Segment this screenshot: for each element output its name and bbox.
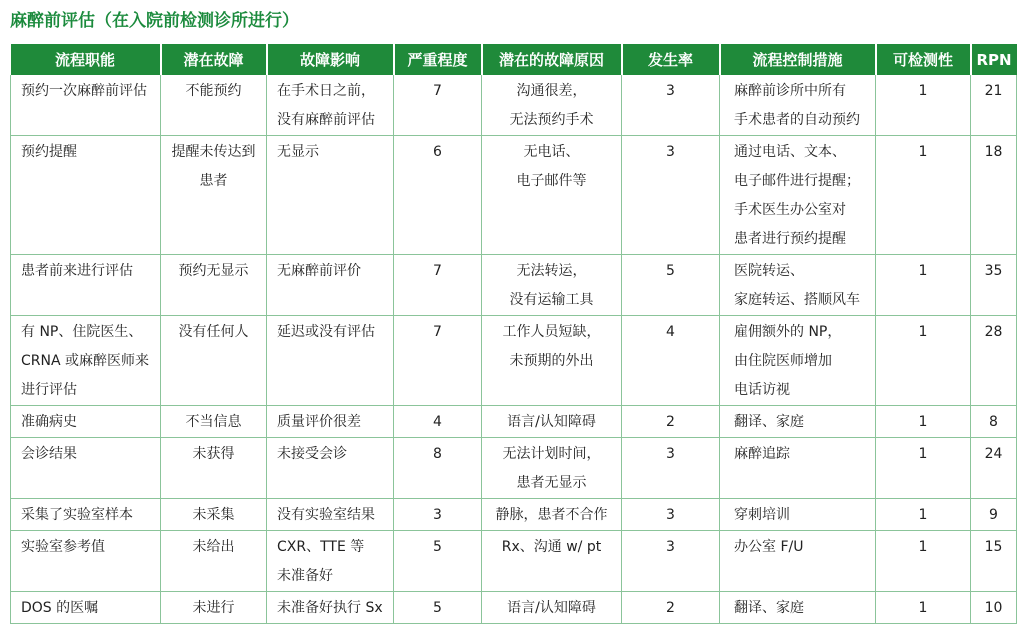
cell-line: 未准备好执行 Sx (277, 600, 383, 616)
header-process-control: 流程控制措施 (720, 44, 876, 75)
cell-line: 准确病史 (21, 414, 77, 430)
cell-potential-failure (161, 592, 267, 624)
cell-occurrence: 2 (622, 592, 720, 624)
header-rpn: RPN (971, 44, 1017, 75)
cell-line: 语言/认知障碍 (507, 600, 596, 616)
cell-rpn: 35 (971, 255, 1017, 316)
cell-line: 雇佣额外的 NP， (734, 324, 842, 340)
cell-line: 未获得 (192, 446, 235, 462)
table-row (11, 438, 1017, 499)
cell-process-control (720, 592, 876, 624)
cell-line: 无电话、 (523, 144, 580, 160)
header-process-function: 流程职能 (11, 44, 161, 75)
cell-line: 穿刺培训 (734, 507, 790, 523)
cell-failure-effect (267, 438, 394, 499)
cell-failure-effect (267, 592, 394, 624)
cell-line: 实验室参考值 (21, 539, 105, 555)
cell-line: 麻醉前诊所中所有 (734, 83, 846, 99)
cell-failure-effect (267, 75, 394, 136)
table-row (11, 255, 1017, 316)
cell-potential-failure (161, 406, 267, 438)
cell-line: 手术医生办公室对 (734, 202, 846, 218)
cell-failure-effect (267, 316, 394, 406)
cell-line: 采集了实验室样本 (21, 507, 133, 523)
cell-process-function (11, 136, 161, 255)
cell-process-function (11, 255, 161, 316)
cell-failure-cause (482, 499, 622, 531)
cell-occurrence: 5 (622, 255, 720, 316)
cell-line: 静脉，患者不合作 (495, 507, 608, 523)
cell-line: DOS 的医嘱 (21, 600, 99, 616)
cell-process-function (11, 316, 161, 406)
cell-line: 工作人员短缺， (502, 324, 601, 340)
cell-line: 未准备好 (277, 568, 333, 584)
cell-line: 不能预约 (185, 83, 242, 99)
cell-line: 没有运输工具 (509, 292, 594, 308)
cell-detectability: 1 (876, 531, 971, 592)
cell-process-function (11, 531, 161, 592)
cell-severity: 8 (394, 438, 482, 499)
cell-line: 不当信息 (185, 414, 242, 430)
cell-line: 家庭转运、搭顺风车 (734, 292, 860, 308)
cell-occurrence: 3 (622, 136, 720, 255)
cell-process-function (11, 499, 161, 531)
cell-occurrence: 2 (622, 406, 720, 438)
cell-failure-effect (267, 499, 394, 531)
cell-occurrence: 3 (622, 438, 720, 499)
cell-line: 电话访视 (734, 382, 790, 398)
cell-rpn: 15 (971, 531, 1017, 592)
cell-failure-cause (482, 592, 622, 624)
cell-failure-cause (482, 438, 622, 499)
cell-line: 未进行 (192, 600, 235, 616)
cell-line: 麻醉追踪 (734, 446, 790, 462)
cell-detectability: 1 (876, 406, 971, 438)
cell-line: 无法计划时间， (502, 446, 601, 462)
cell-detectability: 1 (876, 255, 971, 316)
cell-failure-cause (482, 136, 622, 255)
header-failure-cause: 潜在的故障原因 (482, 44, 622, 75)
cell-line: 翻译、家庭 (734, 600, 804, 616)
cell-process-control (720, 136, 876, 255)
cell-potential-failure (161, 136, 267, 255)
cell-line: 电子邮件等 (516, 173, 587, 189)
cell-potential-failure (161, 499, 267, 531)
cell-failure-effect (267, 531, 394, 592)
cell-line: 未给出 (192, 539, 235, 555)
cell-line: 未预期的外出 (509, 353, 594, 369)
cell-line: 预约无显示 (178, 263, 249, 279)
cell-severity: 4 (394, 406, 482, 438)
cell-line: 提醒未传达到 (171, 144, 256, 160)
cell-line: 无显示 (277, 144, 319, 160)
cell-line: 会诊结果 (21, 446, 77, 462)
cell-severity: 7 (394, 255, 482, 316)
table-row (11, 499, 1017, 531)
table-row (11, 316, 1017, 406)
cell-severity: 7 (394, 316, 482, 406)
cell-failure-cause (482, 531, 622, 592)
cell-failure-cause (482, 406, 622, 438)
cell-detectability: 1 (876, 592, 971, 624)
cell-line: 预约提醒 (21, 144, 77, 160)
cell-line: 手术患者的自动预约 (734, 112, 860, 128)
cell-line: 未接受会诊 (277, 446, 347, 462)
cell-severity: 5 (394, 531, 482, 592)
cell-line: 没有任何人 (178, 324, 249, 340)
cell-line: 医院转运、 (734, 263, 804, 279)
cell-line: CXR、TTE 等 (277, 539, 365, 555)
cell-line: 办公室 F/U (734, 539, 804, 555)
cell-line: 质量评价很差 (277, 414, 361, 430)
cell-line: CRNA 或麻醉医师来 (21, 353, 150, 369)
header-potential-failure: 潜在故障 (161, 44, 267, 75)
cell-line: 由住院医师增加 (734, 353, 832, 369)
cell-failure-effect (267, 406, 394, 438)
cell-detectability: 1 (876, 75, 971, 136)
cell-failure-cause (482, 316, 622, 406)
cell-severity: 3 (394, 499, 482, 531)
cell-process-control (720, 316, 876, 406)
cell-process-function (11, 592, 161, 624)
cell-detectability: 1 (876, 499, 971, 531)
cell-line: 没有实验室结果 (277, 507, 375, 523)
cell-failure-cause (482, 75, 622, 136)
cell-detectability: 1 (876, 316, 971, 406)
cell-line: 在手术日之前， (277, 83, 375, 99)
cell-potential-failure (161, 316, 267, 406)
cell-severity: 7 (394, 75, 482, 136)
header-severity: 严重程度 (394, 44, 482, 75)
cell-occurrence: 3 (622, 75, 720, 136)
cell-rpn: 24 (971, 438, 1017, 499)
cell-line: 患者前来进行评估 (21, 263, 133, 279)
cell-severity: 5 (394, 592, 482, 624)
cell-process-control (720, 75, 876, 136)
cell-line: 通过电话、文本、 (734, 144, 846, 160)
cell-rpn: 8 (971, 406, 1017, 438)
cell-line: 患者无显示 (516, 475, 587, 491)
table-row (11, 136, 1017, 255)
cell-line: 未采集 (192, 507, 235, 523)
cell-process-function (11, 438, 161, 499)
cell-occurrence: 3 (622, 531, 720, 592)
table-row (11, 531, 1017, 592)
cell-rpn: 10 (971, 592, 1017, 624)
cell-rpn: 28 (971, 316, 1017, 406)
cell-line: 无法预约手术 (509, 112, 594, 128)
cell-process-control (720, 438, 876, 499)
cell-process-function (11, 75, 161, 136)
cell-line: 没有麻醉前评估 (277, 112, 375, 128)
header-occurrence: 发生率 (622, 44, 720, 75)
cell-line: 电子邮件进行提醒； (734, 173, 860, 189)
cell-failure-effect (267, 136, 394, 255)
cell-line: 患者进行预约提醒 (734, 231, 846, 247)
cell-potential-failure (161, 438, 267, 499)
header-detectability: 可检测性 (876, 44, 971, 75)
page-title: 麻醉前评估（在入院前检测诊所进行） (10, 11, 299, 31)
cell-occurrence: 4 (622, 316, 720, 406)
cell-detectability: 1 (876, 438, 971, 499)
cell-line: 无麻醉前评价 (277, 263, 361, 279)
cell-line: 有 NP、住院医生、 (21, 324, 143, 340)
cell-failure-effect (267, 255, 394, 316)
table-row (11, 592, 1017, 624)
cell-process-control (720, 406, 876, 438)
cell-line: 预约一次麻醉前评估 (21, 83, 147, 99)
cell-process-control (720, 255, 876, 316)
cell-line: 无法转运， (516, 263, 587, 279)
cell-line: 患者 (199, 173, 228, 189)
cell-line: 进行评估 (21, 382, 77, 398)
cell-detectability: 1 (876, 136, 971, 255)
cell-process-function (11, 406, 161, 438)
cell-potential-failure (161, 531, 267, 592)
cell-line: 语言/认知障碍 (507, 414, 596, 430)
cell-rpn: 18 (971, 136, 1017, 255)
cell-line: 沟通很差， (516, 83, 587, 99)
cell-potential-failure (161, 75, 267, 136)
header-failure-effect: 故障影响 (267, 44, 394, 75)
cell-severity: 6 (394, 136, 482, 255)
cell-potential-failure (161, 255, 267, 316)
table-header-row (11, 44, 1017, 75)
cell-occurrence: 3 (622, 499, 720, 531)
cell-process-control (720, 499, 876, 531)
cell-process-control (720, 531, 876, 592)
cell-line: 翻译、家庭 (734, 414, 804, 430)
table-row (11, 75, 1017, 136)
cell-failure-cause (482, 255, 622, 316)
fmea-table (10, 44, 1017, 624)
cell-line: Rx、沟通 w/ pt (501, 539, 602, 555)
table-row (11, 406, 1017, 438)
cell-line: 延迟或没有评估 (277, 324, 375, 340)
cell-rpn: 9 (971, 499, 1017, 531)
cell-rpn: 21 (971, 75, 1017, 136)
